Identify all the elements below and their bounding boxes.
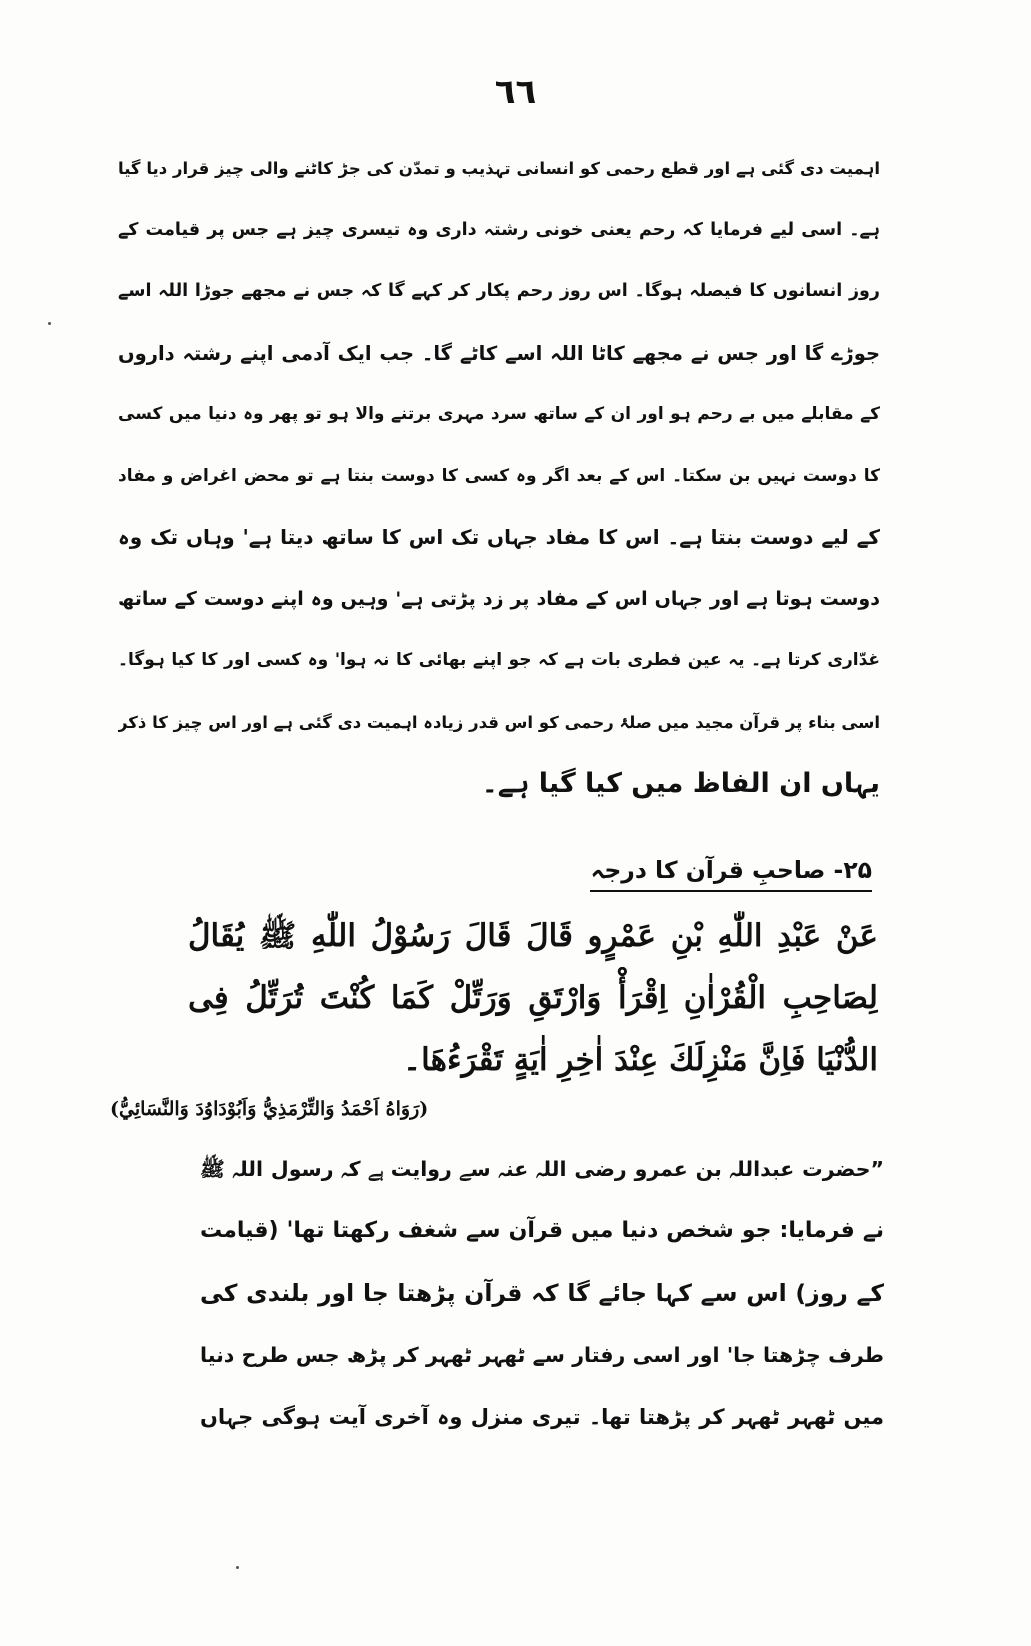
section-heading-underline — [590, 850, 872, 892]
body-line: یہاں ان الفاظ میں کیا گیا ہے۔ — [481, 768, 880, 799]
translation-line: ”حضرت عبداللہ بن عمرو رضی اللہ عنہ سے روایت ہے کہ رسول اللہ ﷺ — [200, 1157, 884, 1181]
arabic-line: الدُّنْيَا فَاِنَّ مَنْزِلَكَ عِنْدَ اٰخِرِ اٰيَةٍ تَقْرَءُهَا۔ — [403, 1042, 878, 1078]
body-line: جوڑے گا اور جس نے مجھے کاٹا اللہ اسے کاٹے گا۔ جب ایک آدمی اپنے رشتہ داروں — [118, 341, 880, 365]
arabic-line: لِصَاحِبِ الْقُرْاٰنِ اِقْرَأْ وَارْتَقِ وَرَتِّلْ كَمَا كُنْتَ تُرَتِّلُ فِى — [188, 980, 878, 1016]
section-heading: ۲۵- صاحبِ قرآن کا درجہ — [590, 856, 872, 884]
arabic-line: عَنْ عَبْدِ اللّٰهِ بْنِ عَمْرٍو قَالَ قَالَ رَسُوْلُ اللّٰهِ ﷺ يُقَالُ — [188, 918, 878, 954]
hadith-arabic-text — [188, 905, 878, 1091]
translation-line: کے روز) اس سے کہا جائے گا کہ قرآن پڑھتا جا اور بلندی کی — [200, 1279, 884, 1307]
body-line: ہے۔ اسی لیے فرمایا کہ رحم یعنی خونی رشتہ داری وہ تیسری چیز ہے جس پر قیامت کے — [118, 219, 880, 240]
translation-line: نے فرمایا: جو شخص دنیا میں قرآن سے شغف رکھتا تھا' (قیامت — [200, 1218, 884, 1243]
body-line: کے لیے دوست بنتا ہے۔ اس کا مفاد جہاں تک اس کا ساتھ دیتا ہے' وہاں تک وہ — [118, 525, 880, 549]
body-line: غدّاری کرتا ہے۔ یہ عین فطری بات ہے کہ جو اپنے بھائی کا نہ ہوا' وہ کسی اور کا کیا ہوگا۔ — [118, 650, 880, 670]
translation-line: میں ٹھہر ٹھہر کر پڑھتا تھا۔ تیری منزل وہ آخری آیت ہوگی جہاں — [200, 1405, 884, 1429]
body-paragraph — [118, 138, 880, 815]
body-line: اہمیت دی گئی ہے اور قطع رحمی کو انسانی تہذیب و تمدّن کی جڑ کاٹنے والی چیز قرار دیا گیا — [118, 159, 880, 178]
body-line: روز انسانوں کا فیصلہ ہوگا۔ اس روز رحم پکار کر کہے گا کہ جس نے مجھے جوڑا اللہ اسے — [118, 281, 880, 301]
body-line: کے مقابلے میں بے رحم ہو اور ان کے ساتھ سرد مہری برتنے والا ہو تو پھر وہ دنیا میں کسی — [118, 404, 880, 424]
translation-line: طرف چڑھتا جا' اور اسی رفتار سے ٹھہر ٹھہر کر پڑھ جس طرح دنیا — [200, 1343, 884, 1367]
body-line: کا دوست نہیں بن سکتا۔ اس کے بعد اگر وہ کسی کا دوست بنتا ہے تو محض اغراض و مفاد — [118, 465, 880, 486]
scan-speck — [48, 322, 51, 325]
scan-speck — [236, 1566, 239, 1569]
hadith-translation — [200, 1138, 884, 1448]
body-line: اسی بناء پر قرآن مجید میں صلۂ رحمی کو اس قدر زیادہ اہمیت دی گئی ہے اور اس چیز کا ذکر — [118, 712, 880, 732]
page-number: ٦٦ — [494, 72, 537, 112]
body-line: دوست ہوتا ہے اور جہاں اس کے مفاد پر زد پڑتی ہے' وہیں وہ اپنے دوست کے ساتھ — [118, 587, 880, 610]
hadith-reference: (رَوَاهُ اَحْمَدُ وَالتِّرْمَذِيُّ وَاَبُوْدَاوُدَ وَالنَّسَائِيُّ) — [110, 1098, 429, 1120]
